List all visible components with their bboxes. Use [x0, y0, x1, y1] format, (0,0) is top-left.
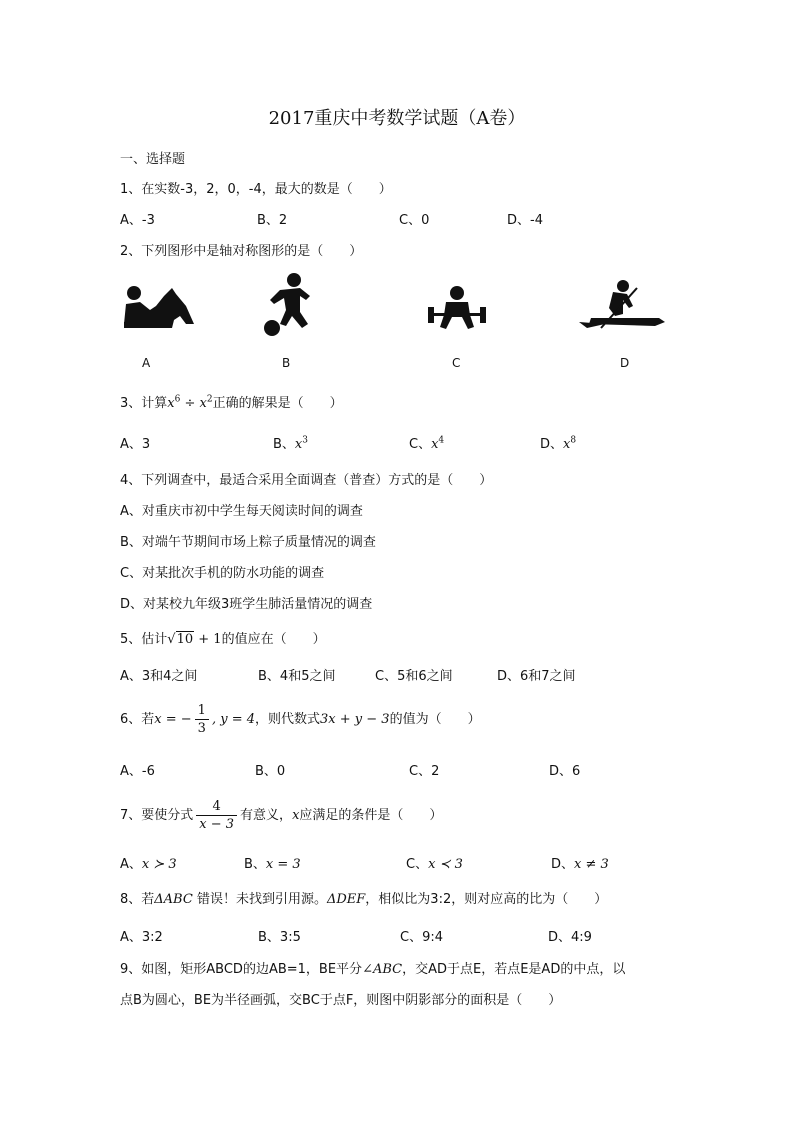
q4-option-b: B、对端午节期间市场上粽子质量情况的调查	[120, 535, 376, 550]
sqrt-symbol: √	[167, 632, 176, 647]
q5-option-b: B、4和5之间	[258, 669, 336, 684]
q6-option-d: D、6	[549, 764, 581, 779]
q3-option-a-value: 3	[141, 437, 151, 452]
q3-option-a-prefix: A、	[120, 437, 142, 452]
q7-option-b-prefix: B、	[244, 857, 266, 872]
question-7-text	[120, 798, 442, 833]
q6-fraction	[195, 702, 209, 737]
q4-option-a: A、对重庆市初中学生每天阅读时间的调查	[120, 504, 363, 519]
q8-error-text: 错误！未找到引用源。	[196, 892, 327, 907]
q1-option-a: A、-3	[120, 213, 155, 228]
q6-fraction-denominator: 3	[197, 721, 206, 736]
q4-option-c: C、对某批次手机的防水功能的调查	[120, 566, 325, 581]
q1-option-d: D、-4	[507, 213, 543, 228]
q3-option-c-base: x	[431, 437, 439, 452]
q3-option-d	[540, 433, 576, 452]
figure-label-a: A	[142, 356, 151, 370]
q8-prefix: 8、若	[120, 892, 155, 907]
q6-fraction-numerator: 1	[195, 702, 209, 720]
question-9-line-1	[120, 958, 625, 977]
q3-option-b-prefix: B、	[273, 437, 295, 452]
page-title: 2017重庆中考数学试题（A卷）	[268, 108, 526, 129]
q7-option-c-expr: x ≺ 3	[428, 857, 463, 872]
q5-option-a: A、3和4之间	[120, 669, 198, 684]
q3-option-d-prefix: D、	[540, 437, 564, 452]
q6-option-b: B、0	[255, 764, 286, 779]
q7-option-b	[244, 853, 301, 872]
q3-prefix: 3、计算	[120, 396, 168, 411]
q7-option-c-prefix: C、	[406, 857, 429, 872]
canoeist-icon	[575, 278, 667, 336]
q6-option-a: A、-6	[120, 764, 155, 779]
q7-prefix: 7、要使分式	[120, 808, 194, 823]
q7-option-b-expr: x = 3	[265, 857, 301, 872]
q6-mid: ，则代数式	[255, 712, 321, 727]
q3-option-c	[409, 433, 444, 452]
q1-option-b: B、2	[257, 213, 288, 228]
figure-label-b: B	[282, 356, 291, 370]
q3-option-b	[273, 433, 308, 452]
q9-angle: ∠ABC	[362, 962, 403, 977]
q7-option-a	[120, 853, 177, 872]
q3-divide: ÷	[180, 396, 200, 411]
q3-option-b-exp: 3	[302, 435, 308, 446]
q7-option-d	[551, 853, 609, 872]
q5-prefix: 5、估计	[120, 632, 168, 647]
q4-option-d: D、对某校九年级3班学生肺活量情况的调查	[120, 597, 373, 612]
q6-x-eq: x = −	[154, 712, 192, 727]
q8-option-b: B、3:5	[258, 930, 301, 945]
q8-option-d: D、4:9	[548, 930, 592, 945]
q7-option-c	[406, 853, 463, 872]
q7-option-d-prefix: D、	[551, 857, 575, 872]
q6-expression: 3x + y − 3	[320, 712, 390, 727]
q7-fraction	[196, 798, 237, 833]
q7-mid: 有意义，	[240, 808, 293, 823]
weightlifter-icon	[424, 285, 490, 331]
q5-option-c: C、5和6之间	[375, 669, 453, 684]
q5-option-d: D、6和7之间	[497, 669, 576, 684]
question-4-text: 4、下列调查中，最适合采用全面调查（普查）方式的是（ ）	[120, 473, 493, 488]
q3-base-b: x	[199, 396, 207, 411]
q7-fraction-denominator: x − 3	[199, 817, 235, 832]
q1-option-c: C、0	[399, 213, 430, 228]
q3-option-d-exp: 8	[570, 435, 577, 446]
q8-triangle-abc: ΔABC	[154, 892, 193, 907]
q9-line1-a: 9、如图，矩形ABCD的边AB=1，BE平分	[120, 962, 363, 977]
q6-option-c: C、2	[409, 764, 440, 779]
q3-option-a	[120, 433, 150, 452]
q5-plus-one: + 1	[194, 632, 222, 647]
question-9-line-2: 点B为圆心，BE为半径画弧，交BC于点F，则图中阴影部分的面积是（ ）	[120, 993, 562, 1008]
q8-option-c: C、9:4	[400, 930, 443, 945]
q3-suffix: 正确的解果是（ ）	[212, 396, 343, 411]
q7-option-d-expr: x ≠ 3	[574, 857, 609, 872]
q3-option-d-base: x	[563, 437, 571, 452]
q7-suffix: 应满足的条件是（ ）	[299, 808, 443, 823]
q7-var: x	[292, 808, 300, 823]
question-1-text: 1、在实数-3，2，0，-4，最大的数是（ ）	[120, 182, 392, 197]
q7-option-a-expr: x ≻ 3	[141, 857, 177, 872]
q3-base-a: x	[167, 396, 175, 411]
figure-label-d: D	[620, 356, 630, 370]
equestrian-icon	[120, 284, 196, 334]
q3-option-c-exp: 4	[438, 435, 445, 446]
q8-suffix: ，相似比为3:2，则对应高的比为（ ）	[365, 892, 608, 907]
question-8-text	[120, 888, 607, 907]
q6-y-eq: , y = 4	[211, 712, 255, 727]
q3-exp-a: 6	[174, 394, 181, 405]
q3-option-c-prefix: C、	[409, 437, 432, 452]
q8-triangle-def: ΔDEF	[326, 892, 366, 907]
q7-fraction-numerator: 4	[196, 798, 237, 816]
question-5-text	[120, 628, 326, 647]
figure-label-c: C	[452, 356, 461, 370]
question-6-text	[120, 702, 481, 737]
q6-prefix: 6、若	[120, 712, 155, 727]
q8-option-a: A、3:2	[120, 930, 163, 945]
q9-line1-b: ，交AD于点E，若点E是AD的中点，以	[402, 962, 626, 977]
q5-radicand: 10	[176, 632, 194, 647]
section-heading: 一、选择题	[120, 152, 186, 167]
soccer-player-icon	[260, 272, 320, 338]
q3-option-b-base: x	[294, 437, 303, 452]
q6-suffix: 的值为（ ）	[389, 712, 481, 727]
q5-suffix: 的值应在（ ）	[221, 632, 326, 647]
question-3-text	[120, 392, 343, 411]
q3-exp-b: 2	[206, 394, 213, 405]
question-2-text: 2、下列图形中是轴对称图形的是（ ）	[120, 244, 363, 259]
q7-option-a-prefix: A、	[120, 857, 142, 872]
